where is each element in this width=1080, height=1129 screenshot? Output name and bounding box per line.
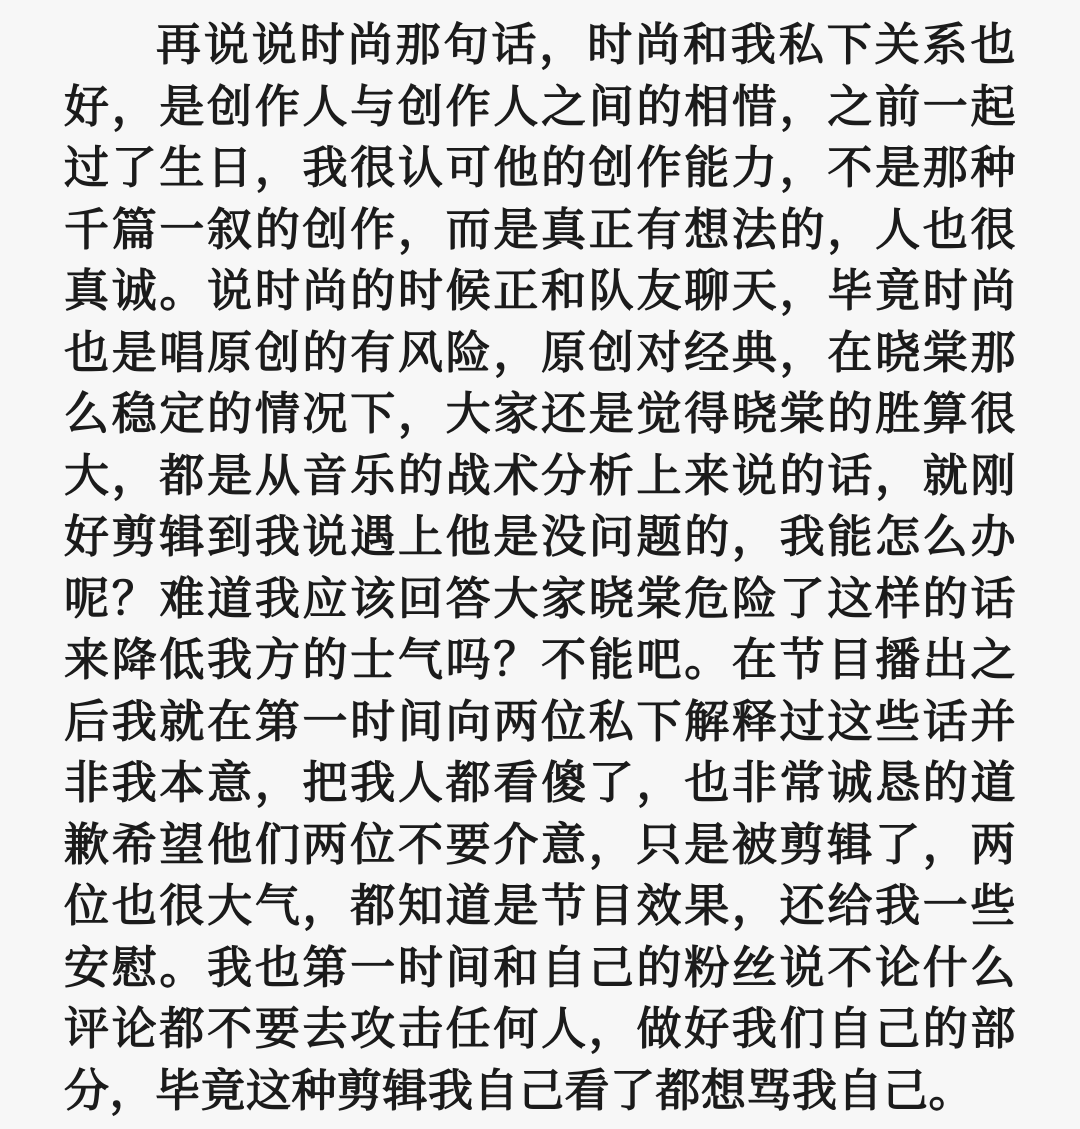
document-body-text: 再说说时尚那句话，时尚和我私下关系也好，是创作人与创作人之间的相惜，之前一起过了生日，我很认可他的创作能力，不是那种千篇一叙的创作，而是真正有想法的，人也很真诚。说时尚的时候正和队友聊天，毕竟时尚也是唱原创的有风险，原创对经典，在晓棠那么稳定的情况下，大家还是觉得晓棠的胜算很大，都是从音乐的战术分析上来说的话，就刚好剪辑到我说遇上他是没问题的，我能怎么办呢？难道我应该回答大家晓棠危险了这样的话来降低我方的士气吗？不能吧。在节目播出之后我就在第一时间向两位私下解释过这些话并非我本意，把我人都看傻了，也非常诚恳的道歉希望他们两位不要介意，只是被剪辑了，两位也很大气，都知道是节目效果，还给我一些安慰。我也第一时间和自己的粉丝说不论什么评论都不要去攻击任何人，做好我们自己的部分，毕竟这种剪辑我自己看了都想骂我自己。 bbox=[64, 18, 1016, 1117]
